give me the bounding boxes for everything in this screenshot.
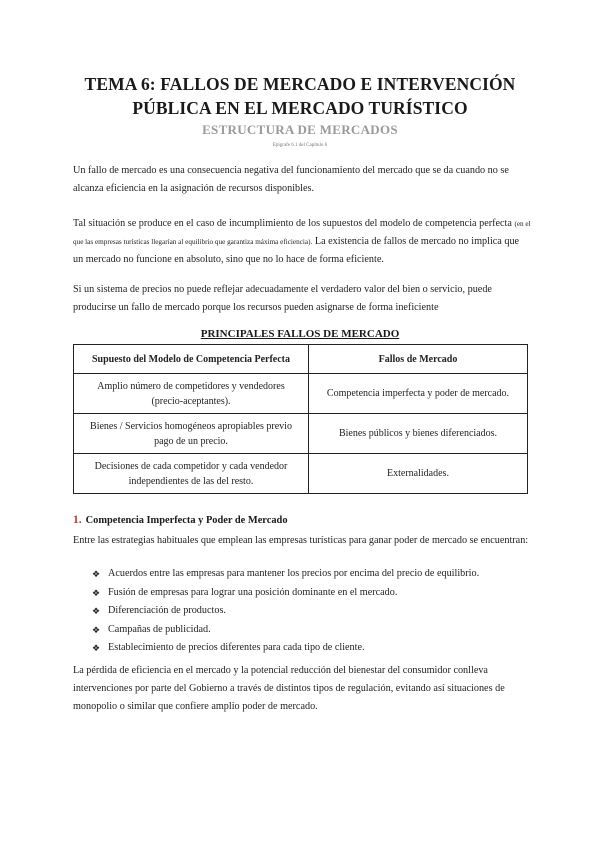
list-item-text: Diferenciación de productos.: [108, 605, 226, 617]
list-item-text: Campañas de publicidad.: [108, 623, 211, 635]
list-item: [92, 602, 532, 621]
intro-paragraph-2-main: Tal situación se produce en el caso de incumplimiento de los supuestos del modelo de competencia perfecta: [73, 218, 512, 229]
page-title-line-1: TEMA 6: FALLOS DE MERCADO E INTERVENCIÓN: [84, 74, 516, 94]
intro-paragraph-2-rest: La existencia de fallos de mercado no implica que un mercado no funcione en absoluto, sino que no lo hace de forma eficiente.: [73, 236, 520, 265]
section-1-intro: Entre las estrategias habituales que emplean las empresas turísticas para ganar poder de mercado se encuentran:: [73, 535, 529, 546]
table-heading: PRINCIPALES FALLOS DE MERCADO: [200, 328, 400, 340]
market-failures-table: [73, 344, 528, 494]
column-header-supuesto: Supuesto del Modelo de Competencia Perfecta: [74, 345, 309, 374]
table-cell: Competencia imperfecta y poder de mercado.: [309, 374, 528, 414]
page-title-line-2: PÚBLICA EN EL MERCADO TURÍSTICO: [132, 98, 468, 118]
table-cell: Bienes públicos y bienes diferenciados.: [309, 414, 528, 454]
table-cell: Externalidades.: [309, 454, 528, 494]
section-1-number: 1.: [73, 514, 82, 526]
list-item: [92, 565, 532, 584]
table-row: [74, 454, 528, 494]
diamond-bullet-icon: ❖: [92, 569, 101, 579]
section-1-heading: [73, 514, 288, 526]
list-item: [92, 584, 532, 603]
table-row: [74, 414, 528, 454]
epigraph-note: Epígrafe 6.1 del Capítulo 6: [272, 143, 328, 148]
list-item-text: Establecimiento de precios diferentes para cada tipo de cliente.: [108, 642, 365, 654]
table-header-row: [74, 345, 528, 374]
intro-paragraph-3: Si un sistema de precios no puede reflejar adecuadamente el verdadero valor del bien o servicio, puede producirse un fallo de mercado porque los recursos pueden asignarse de forma ineficiente: [73, 284, 492, 313]
list-item: [92, 621, 532, 640]
table-cell: Bienes / Servicios homogéneos apropiables previo pago de un precio.: [74, 414, 309, 454]
table-cell: Decisiones de cada competidor y cada vendedor independientes de las del resto.: [74, 454, 309, 494]
table-row: [74, 374, 528, 414]
intro-paragraph-2: [73, 215, 531, 269]
intro-paragraph-2-note: (en el que las empresas turísticas llegarían al equilibrio que garantiza máxima eficiencia).: [73, 220, 531, 246]
section-1-closing: La pérdida de eficiencia en el mercado y la potencial reducción del bienestar del consumidor conlleva intervenciones por parte del Gobierno a través de distintos tipos de regulación, evitando así situaciones de monopolio o similar que confiere amplio poder de mercado.: [73, 665, 505, 712]
column-header-fallos: Fallos de Mercado: [309, 345, 528, 374]
section-1-title: Competencia Imperfecta y Poder de Mercado: [85, 515, 288, 526]
section-subtitle: ESTRUCTURA DE MERCADOS: [202, 122, 398, 137]
list-item-text: Fusión de empresas para lograr una posición dominante en el mercado.: [108, 586, 398, 598]
list-item-text: Acuerdos entre las empresas para mantener los precios por encima del precio de equilibrio.: [108, 568, 480, 579]
diamond-bullet-icon: ❖: [92, 606, 101, 617]
list-item: [92, 639, 532, 658]
table-cell: Amplio número de competidores y vendedores (precio-aceptantes).: [74, 374, 309, 414]
strategies-list: [92, 565, 532, 658]
diamond-bullet-icon: ❖: [92, 587, 101, 598]
diamond-bullet-icon: ❖: [92, 624, 101, 635]
diamond-bullet-icon: ❖: [92, 643, 101, 654]
intro-paragraph-1: Un fallo de mercado es una consecuencia negativa del funcionamiento del mercado que se da cuando no se alcanza eficiencia en la asignación de recursos disponibles.: [73, 165, 509, 194]
